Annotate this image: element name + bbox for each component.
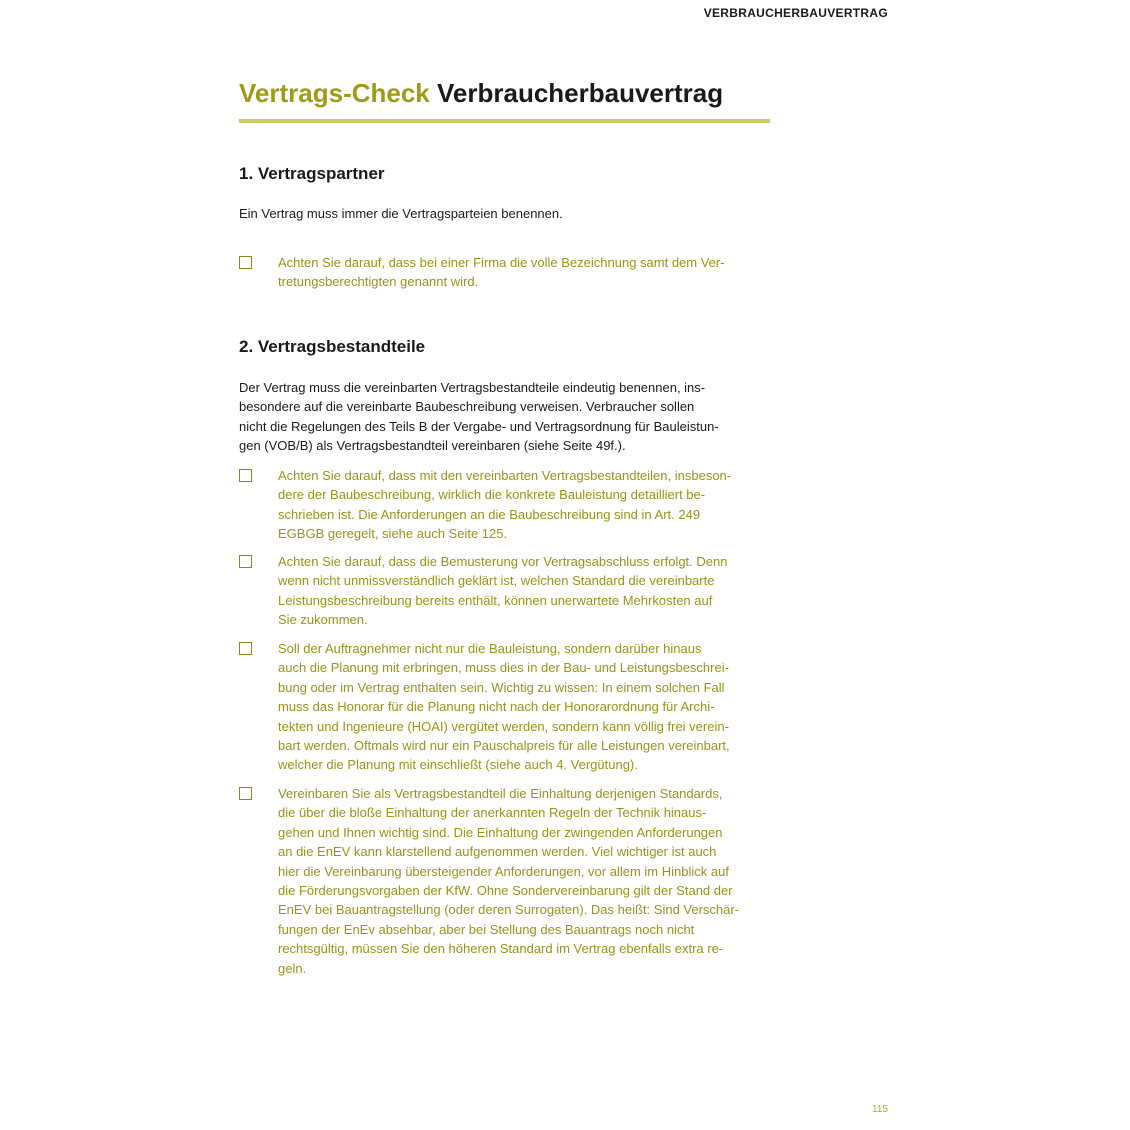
checklist-line: dere der Baubeschreibung, wirklich die konkrete Bauleistung detailliert be- bbox=[278, 487, 706, 503]
checklist-line: bart werden. Oftmals wird nur ein Pauschalpreis für alle Leistungen vereinbart, bbox=[278, 738, 730, 754]
intro-line: besondere auf die vereinbarte Baubeschreibung verweisen. Verbraucher sollen bbox=[239, 399, 695, 415]
checklist-line: Sie zukommen. bbox=[278, 612, 368, 628]
title-accent: Vertrags-Check bbox=[239, 78, 430, 108]
checklist-line: rechtsgültig, müssen Sie den höheren Standard im Vertrag ebenfalls extra re- bbox=[278, 941, 724, 957]
title-block bbox=[239, 76, 770, 123]
checklist-line: tekten und Ingenieure (HOAI) vergütet werden, sondern kann völlig frei verein- bbox=[278, 718, 729, 734]
checklist-line: Leistungsbeschreibung bereits enthält, können unerwartete Mehrkosten auf bbox=[278, 592, 713, 608]
checklist-line: Vereinbaren Sie als Vertragsbestandteil die Einhaltung derjenigen Standards, bbox=[278, 786, 723, 801]
running-header: VERBRAUCHERBAUVERTRAG bbox=[703, 6, 888, 20]
checklist-line: gehen und Ihnen wichtig sind. Die Einhaltung der zwingenden Anforderungen bbox=[278, 824, 723, 840]
checkbox[interactable] bbox=[239, 256, 252, 269]
checklist-line: EGBGB geregelt, siehe auch Seite 125. bbox=[278, 526, 508, 542]
intro-line: gen (VOB/B) als Vertragsbestandteil vereinbaren (siehe Seite 49f.). bbox=[239, 438, 626, 454]
checklist-item bbox=[239, 253, 774, 292]
checklist-item bbox=[239, 784, 774, 978]
checklist-line: an die EnEV kann klarstellend aufgenommen werden. Viel wichtiger ist auch bbox=[278, 844, 717, 860]
checkbox[interactable] bbox=[239, 642, 252, 655]
title-rule bbox=[239, 119, 770, 123]
checklist-line: tretungsberechtigten genannt wird. bbox=[278, 274, 479, 290]
checklist-line: die Förderungsvorgaben der KfW. Ohne Sondervereinbarung gilt der Stand der bbox=[278, 883, 733, 899]
section-heading-vertragsbestandteile: 2. Vertragsbestandteile bbox=[239, 337, 426, 356]
checklist-item bbox=[239, 639, 774, 775]
checklist-line: Achten Sie darauf, dass mit den vereinbarten Vertragsbestandteilen, insbeson- bbox=[278, 468, 732, 483]
checklist-item-text bbox=[278, 253, 774, 292]
page-number: 115 bbox=[872, 1104, 888, 1115]
checkbox[interactable] bbox=[239, 469, 252, 482]
checklist-item-text bbox=[278, 639, 774, 775]
checklist-item-text bbox=[278, 552, 774, 630]
section-intro-vertragspartner bbox=[239, 204, 774, 223]
checklist-line: wenn nicht unmissverständlich geklärt ist, welchen Standard die vereinbarte bbox=[278, 573, 715, 589]
checklist-item-text bbox=[278, 784, 774, 978]
checklist-line: Soll der Auftragnehmer nicht nur die Bauleistung, sondern darüber hinaus bbox=[278, 641, 702, 656]
checklist-line: schrieben ist. Die Anforderungen an die Baubeschreibung sind in Art. 249 bbox=[278, 506, 701, 522]
section-heading-vertragspartner: 1. Vertragspartner bbox=[239, 164, 385, 183]
checklist-line: welcher die Planung mit einschließt (siehe auch 4. Vergütung). bbox=[278, 757, 638, 773]
checklist-line: muss das Honorar für die Planung nicht nach der Honorarordnung für Archi- bbox=[278, 699, 715, 715]
checklist-line: auch die Planung mit erbringen, muss dies in der Bau- und Leistungsbeschrei- bbox=[278, 660, 729, 676]
checklist-line: fungen der EnEv absehbar, aber bei Stellung des Bauantrags noch nicht bbox=[278, 921, 695, 937]
checklist-line: Achten Sie darauf, dass die Bemusterung vor Vertragsabschluss erfolgt. Denn bbox=[278, 554, 728, 569]
checklist-item-text bbox=[278, 466, 774, 544]
checklist-line: Achten Sie darauf, dass bei einer Firma die volle Bezeichnung samt dem Ver- bbox=[278, 255, 725, 270]
intro-line: Ein Vertrag muss immer die Vertragsparteien benennen. bbox=[239, 206, 563, 221]
checklist-item bbox=[239, 466, 774, 544]
checklist-item bbox=[239, 552, 774, 630]
title-main: Verbraucherbauvertrag bbox=[437, 78, 724, 108]
intro-line: Der Vertrag muss die vereinbarten Vertragsbestandteile eindeutig benennen, ins- bbox=[239, 380, 706, 395]
checklist-line: die über die bloße Einhaltung der anerkannten Regeln der Technik hinaus- bbox=[278, 805, 707, 821]
intro-line: nicht die Regelungen des Teils B der Vergabe- und Vertragsordnung für Bauleistun- bbox=[239, 418, 719, 434]
checklist-line: bung oder im Vertrag enthalten sein. Wichtig zu wissen: In einem solchen Fall bbox=[278, 679, 725, 695]
checklist-line: geln. bbox=[278, 960, 307, 976]
checklist-line: hier die Vereinbarung übersteigender Anforderungen, vor allem im Hinblick auf bbox=[278, 863, 729, 879]
checkbox[interactable] bbox=[239, 555, 252, 568]
section-intro-vertragsbestandteile bbox=[239, 378, 774, 456]
checklist-line: EnEV bei Bauantragstellung (oder deren Surrogaten). Das heißt: Sind Verschär- bbox=[278, 902, 740, 918]
checkbox[interactable] bbox=[239, 787, 252, 800]
page-title bbox=[239, 76, 770, 110]
